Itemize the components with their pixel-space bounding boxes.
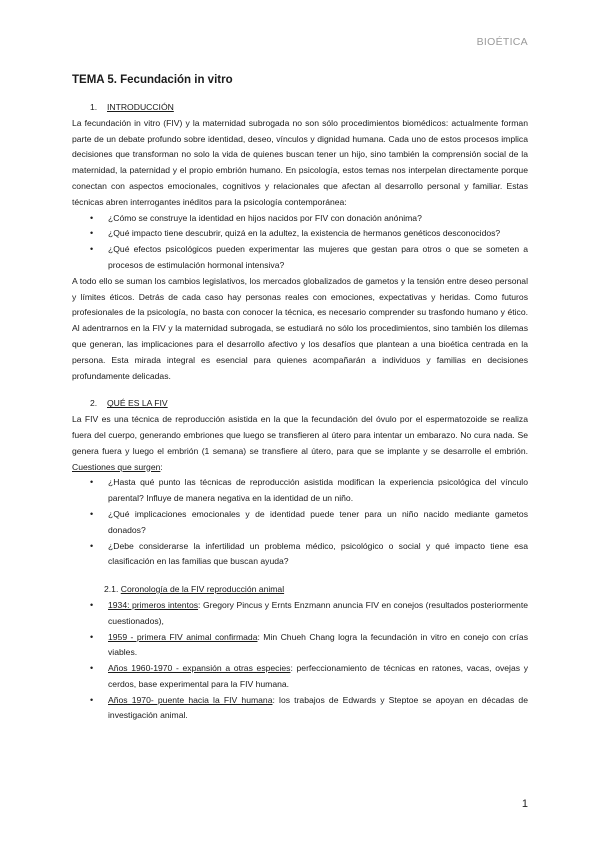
section-2-number: 2. — [90, 398, 98, 409]
questions-label: Cuestiones que surgen — [72, 461, 161, 472]
section-2-title: QUÉ ES LA FIV — [107, 398, 168, 409]
section-2-bullet-list — [72, 475, 528, 570]
list-item: • ¿Cómo se construye la identidad en hijos nacidos por FIV con donación anónima? — [72, 211, 528, 227]
running-header: BIOÉTICA — [476, 36, 528, 48]
page-number: 1 — [521, 798, 528, 810]
timeline-item: • 1934: primeros intentos: Gregory Pincus y Ernts Enzmann anuncia FIV en conejos (resultados posteriormente cuestionados), — [72, 598, 528, 630]
section-1-bullet-list — [72, 211, 528, 274]
list-item: • ¿Qué efectos psicológicos pueden experimentar las mujeres que gestan para otros o que se someten a procesos de estimulación hormonal intensiva? — [72, 242, 528, 274]
list-item: • ¿Debe considerarse la infertilidad un problema médico, psicológico o social y qué impacto tiene esa clasificación en las familias que buscan ayuda? — [72, 539, 528, 571]
timeline-list — [72, 598, 528, 724]
timeline-item: • 1959 - primera FIV animal confirmada: Min Chueh Chang logra la fecundación in vitro en conejo con crías viables. — [72, 630, 528, 662]
list-item: • ¿Qué implicaciones emocionales y de identidad puede tener para un niño nacido mediante gametos donados? — [72, 507, 528, 539]
list-item: • ¿Qué impacto tiene descubrir, quizá en la adultez, la existencia de hermanos genéticos desconocidos? — [72, 226, 528, 242]
document-body — [72, 100, 528, 724]
timeline-item: • Años 1970- puente hacia la FIV humana: los trabajos de Edwards y Steptoe se apoyan en décadas de investigación animal. — [72, 693, 528, 725]
timeline-item: • Años 1960-1970 - expansión a otras especies: perfeccionamiento de técnicas en ratones, vacas, ovejas y cerdos, base experimental para la FIV humana. — [72, 661, 528, 693]
section-1-title: INTRODUCCIÓN — [107, 102, 174, 112]
section-1-paragraph-1: La fecundación in vitro (FIV) y la maternidad subrogada no son sólo procedimientos biomédicos: actualmente forman parte de un debate profundo sobre identidad, deseo, vínculos y dignidad humana. Cada uno de estos procesos implica decisiones que transforman no solo la vida de quienes buscan tener un hijo, sino también la comprensión social de la maternidad, la paternidad y el propio embrión humano. En psicología, estos temas nos interpelan directamente porque conectan con aspectos emocionales, cognitivos y relacionales que afectan al desarrollo personal y familiar. Estas técnicas abren interrogantes inéditos para la psicología contemporánea: — [72, 117, 528, 207]
section-1-paragraph-2: A todo ello se suman los cambios legislativos, los mercados globalizados de gametos y la tensión entre deseo personal y límites éticos. Detrás de cada caso hay personas reales con emociones, expectativas y heridas. Como futuros profesionales de la psicología, no basta con conocer la técnica, es necesario comprender su trasfondo humano y ético. Al adentrarnos en la FIV y la maternidad subrogada, se estudiará no sólo los procedimientos, sino también los dilemas que generan, las implicaciones para el desarrollo afectivo y los desafíos que plantean a una bioética centrada en la persona. Esta mirada integral es esencial para quienes acompañarán a individuos y familias en decisiones profundamente delicadas. — [72, 275, 528, 381]
section-1-number: 1. — [90, 102, 98, 112]
section-1-heading — [72, 100, 528, 116]
list-item: • ¿Hasta qué punto las técnicas de reproducción asistida modifican la experiencia psicológica del vínculo parental? Influye de manera negativa en la identidad de un niño. — [72, 475, 528, 507]
section-2-paragraph-1: La FIV es una técnica de reproducción asistida en la que la fecundación del óvulo por el espermatozoide se realiza fuera del cuerpo, generando embriones que luego se transfieren al útero para intentar un embarazo. No cura nada. Se genera fuera y luego el embrión (1 semana) se transfiere al útero, para que se implante y se desarrolle el embrión. Cuestiones que surgen: — [72, 414, 528, 472]
subsection-2-1-heading: 2.1. Coronología de la FIV reproducción animal — [104, 584, 285, 595]
section-2-heading — [72, 396, 528, 412]
page-title: TEMA 5. Fecundación in vitro — [72, 74, 233, 86]
